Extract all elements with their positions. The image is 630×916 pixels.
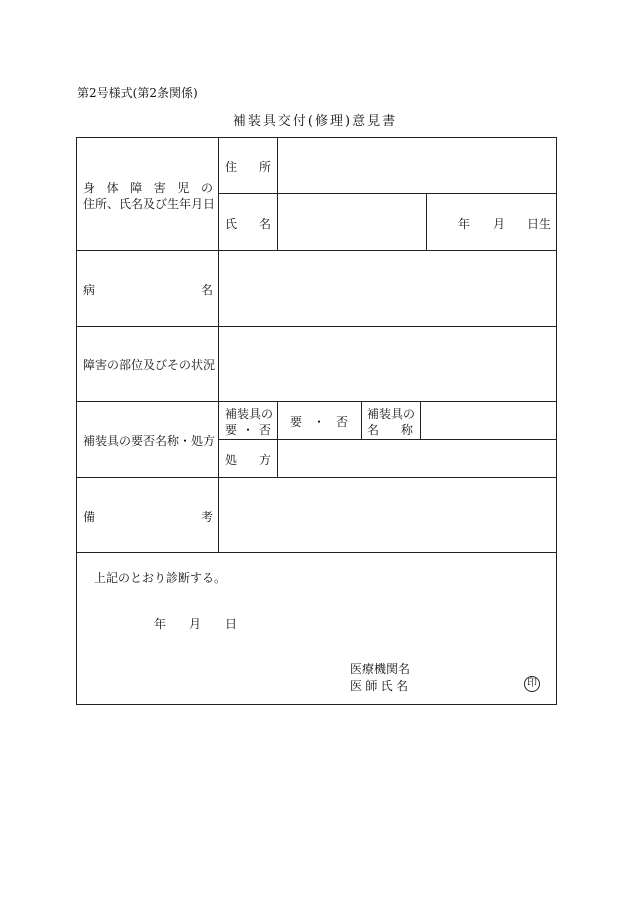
option-not-needed: 否 <box>335 415 348 429</box>
address-label <box>225 158 271 175</box>
name-label <box>225 215 271 232</box>
label-char: 障 <box>130 181 143 195</box>
label-char: 名 <box>258 217 271 231</box>
row-divider <box>76 326 557 327</box>
birth-day-label: 日生 <box>527 217 552 231</box>
label-char: 称 <box>400 423 413 437</box>
row-divider <box>76 552 557 553</box>
label-char: 医 <box>350 679 363 693</box>
row-divider <box>76 250 557 251</box>
label-char: 所 <box>258 160 271 174</box>
seal-mark: 印 <box>524 676 540 692</box>
label-char: 方 <box>258 453 271 467</box>
prescription-label <box>225 451 271 468</box>
label-char: 要 <box>225 423 238 437</box>
label-char: 氏 <box>380 679 393 693</box>
label-char: 名 <box>367 423 380 437</box>
column-divider <box>277 137 278 250</box>
applicant-label-line2: 住所、氏名及び生年月日 <box>83 197 216 211</box>
row-divider <box>76 401 557 402</box>
column-divider <box>426 193 427 250</box>
date-year-label: 年 <box>154 617 167 631</box>
doctor-name-label <box>350 677 408 694</box>
label-char: 否 <box>258 423 271 437</box>
table-border-left <box>76 137 77 705</box>
row-divider <box>76 477 557 478</box>
label-char: 処 <box>225 453 238 467</box>
label-char: 病 <box>83 283 96 297</box>
label-char: ・ <box>241 423 254 437</box>
table-border-right <box>556 137 557 705</box>
disability-label: 障害の部位及びその状況 <box>83 358 216 372</box>
column-divider <box>218 137 219 553</box>
birth-year-label: 年 <box>458 217 471 231</box>
label-char: の <box>200 181 213 195</box>
remarks-label <box>83 508 213 525</box>
diagnosis-statement: 上記のとおり診断する。 <box>94 571 227 585</box>
device-name-label-line1: 補装具の <box>367 407 416 421</box>
form-number: 第2号様式(第2条関係) <box>77 86 198 100</box>
label-char: 害 <box>153 181 166 195</box>
label-char: 氏 <box>225 217 238 231</box>
label-char: 住 <box>225 160 238 174</box>
label-char: 身 <box>83 181 96 195</box>
need-label-line2 <box>225 421 271 438</box>
table-border-bottom <box>76 704 557 705</box>
date-day-label: 日 <box>225 617 238 631</box>
disease-label <box>83 281 213 298</box>
label-char: 名 <box>395 679 408 693</box>
row-divider <box>218 193 557 194</box>
label-char: 考 <box>200 510 213 524</box>
row-divider <box>218 439 557 440</box>
need-options <box>290 413 348 430</box>
label-char: 名 <box>200 283 213 297</box>
device-label: 補装具の要否名称・処方 <box>83 434 216 448</box>
table-border-top <box>76 137 557 138</box>
column-divider <box>361 401 362 439</box>
applicant-label-line1 <box>83 179 213 196</box>
label-char: 師 <box>365 679 378 693</box>
label-char: 体 <box>106 181 119 195</box>
column-divider <box>420 401 421 439</box>
birth-month-label: 月 <box>493 217 506 231</box>
date-month-label: 月 <box>189 617 202 631</box>
document-title: 補装具交付(修理)意見書 <box>232 114 398 129</box>
need-label-line1: 補装具の <box>225 407 274 421</box>
label-char: 備 <box>83 510 96 524</box>
device-name-label-line2 <box>367 421 413 438</box>
option-separator: ・ <box>312 415 325 429</box>
institution-label: 医療機関名 <box>350 662 411 676</box>
label-char: 児 <box>177 181 190 195</box>
column-divider <box>277 401 278 477</box>
option-need: 要 <box>290 415 303 429</box>
